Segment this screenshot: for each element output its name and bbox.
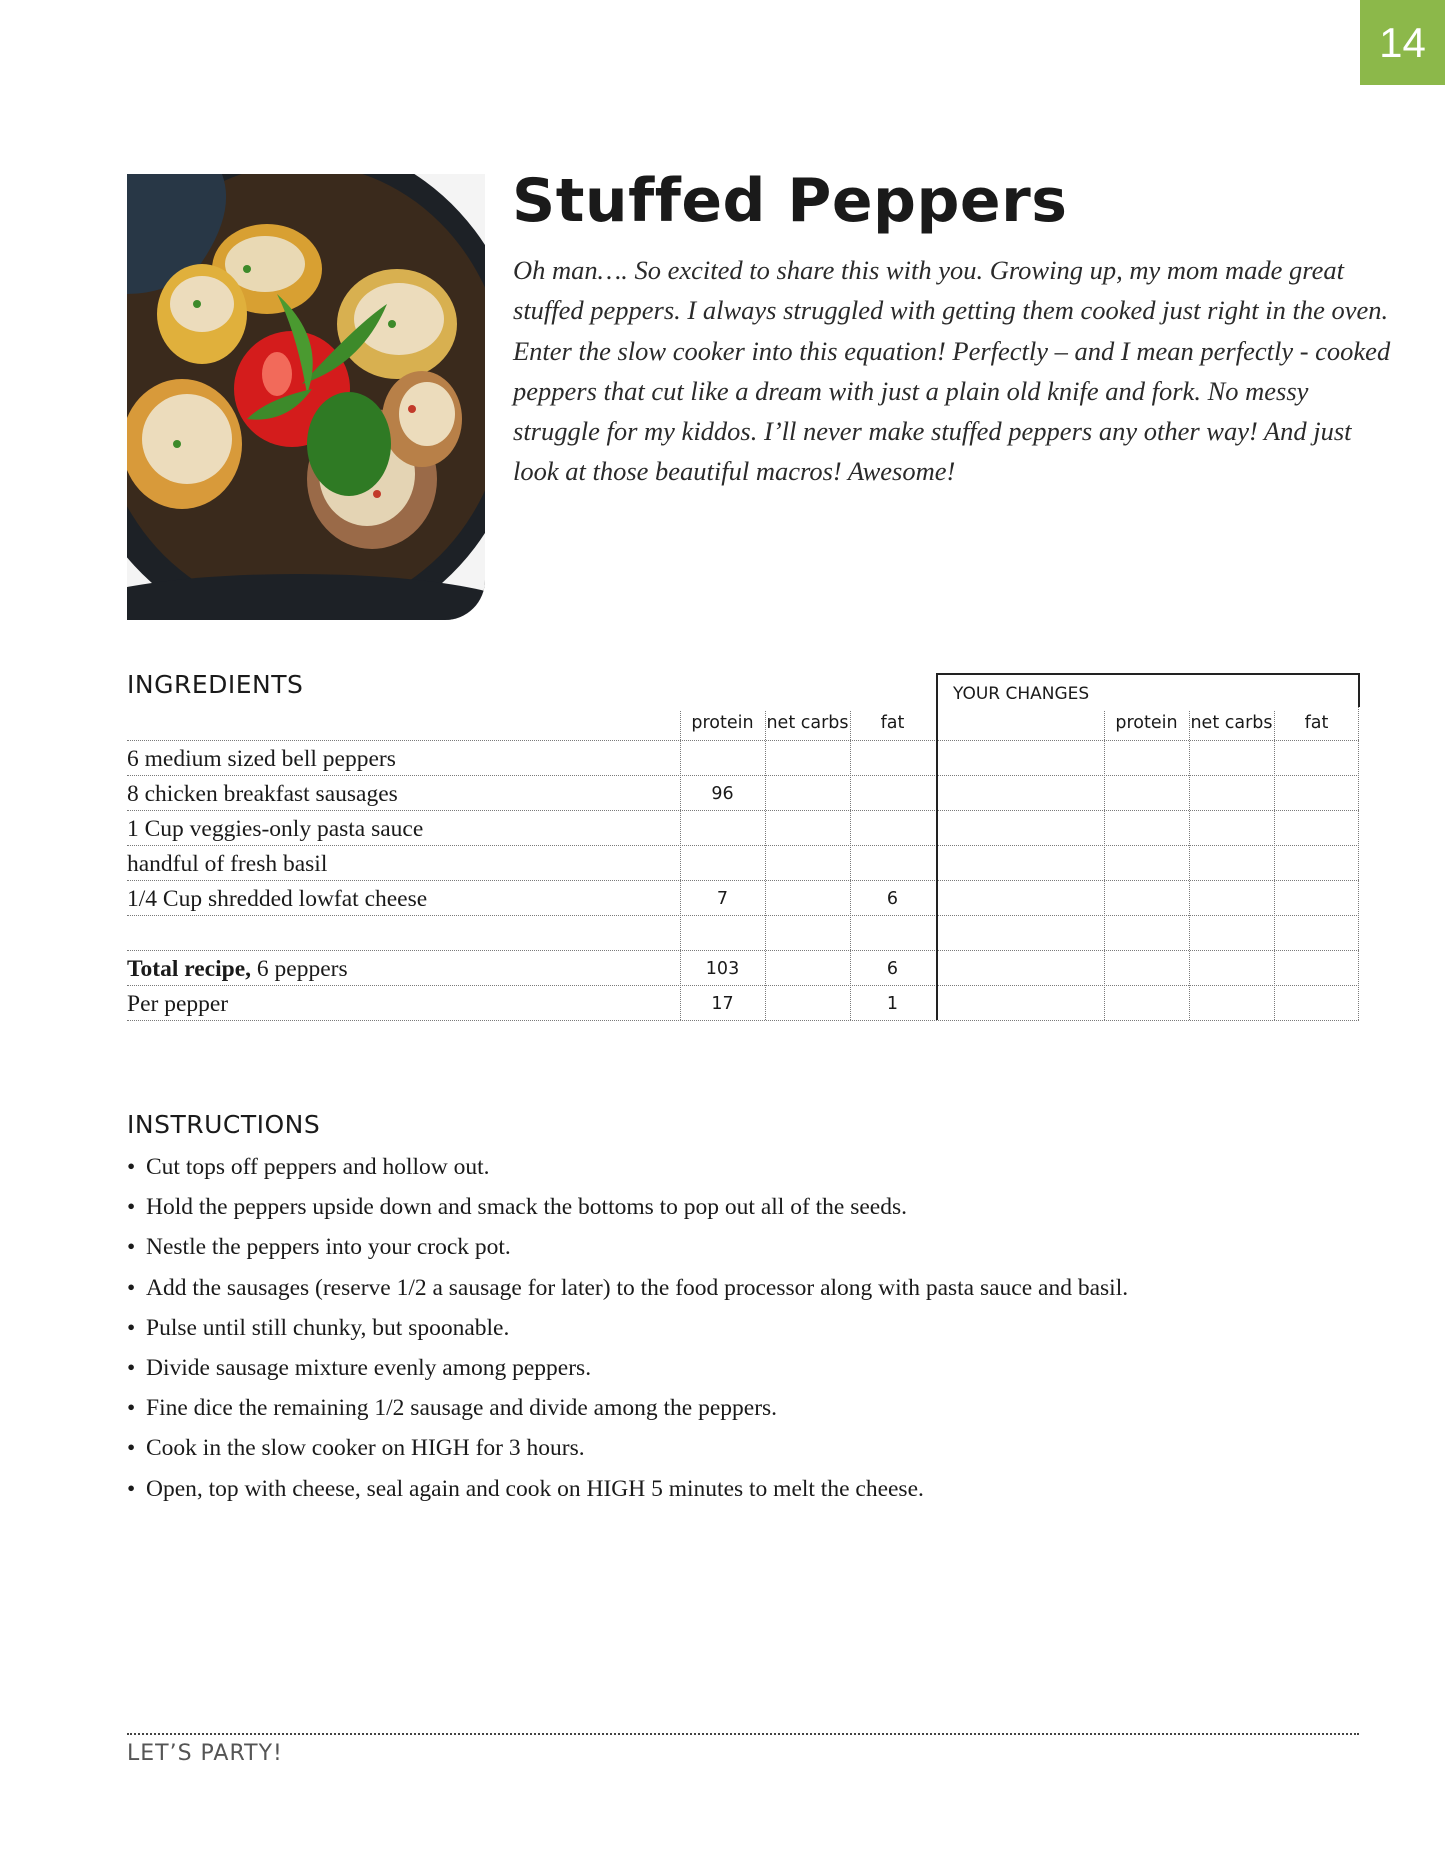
net-carbs-cell bbox=[765, 882, 850, 917]
ingredient-row-label: 8 chicken breakfast sausages bbox=[127, 781, 398, 807]
instruction-text: Pulse until still chunky, but spoonable. bbox=[146, 1314, 510, 1341]
fat-cell bbox=[850, 742, 935, 777]
your-changes-label: YOUR CHANGES bbox=[953, 684, 1090, 704]
ingredient-row-label: 6 medium sized bell peppers bbox=[127, 746, 396, 772]
net-carbs-column-header: net carbs bbox=[766, 713, 849, 733]
page-number-badge: 14 bbox=[1360, 0, 1445, 85]
bullet-icon: • bbox=[127, 1314, 136, 1341]
bullet-icon: • bbox=[127, 1395, 136, 1422]
ingredients-table bbox=[127, 671, 1359, 1025]
bullet-icon: • bbox=[127, 1274, 136, 1301]
instruction-text: Hold the peppers upside down and smack the bottoms to pop out all of the seeds. bbox=[146, 1194, 908, 1221]
protein-cell bbox=[680, 742, 765, 777]
ingredient-row-label: 1 Cup veggies-only pasta sauce bbox=[127, 816, 424, 842]
instruction-text: Cut tops off peppers and hollow out. bbox=[146, 1154, 490, 1180]
changes-fat-column-header: fat bbox=[1304, 713, 1329, 733]
instruction-step bbox=[127, 1428, 1327, 1468]
fat-cell: 6 bbox=[886, 889, 899, 909]
bullet-icon: • bbox=[127, 1435, 136, 1462]
per-net-carbs-cell bbox=[765, 987, 850, 1022]
total-recipe-label bbox=[127, 952, 348, 987]
recipe-intro: Oh man…. So excited to share this with you. Growing up, my mom made great stuffed peppers. I always struggled with getting them cooked just right in the oven. Enter the slow cooker into this equation! Perfectly – and I mean perfectly - cooked peppers that cut like a dream with just a plain old knife and fork. No messy struggle for my kiddos. I’ll never make stuffed peppers any other way! And just look at those beautiful macros! Awesome! bbox=[513, 255, 1391, 487]
protein-cell bbox=[680, 812, 765, 847]
ingredients-heading: INGREDIENTS bbox=[127, 670, 304, 699]
per-protein-cell: 17 bbox=[711, 994, 734, 1014]
total-protein-cell: 103 bbox=[705, 959, 740, 979]
instruction-step bbox=[127, 1268, 1327, 1308]
net-carbs-cell bbox=[765, 742, 850, 777]
stuffed-peppers-photo bbox=[127, 174, 485, 620]
instruction-text: Nestle the peppers into your crock pot. bbox=[146, 1234, 511, 1261]
instructions-heading: INSTRUCTIONS bbox=[127, 1110, 321, 1139]
total-net-carbs-cell bbox=[765, 952, 850, 987]
fat-cell bbox=[850, 812, 935, 847]
footer-divider bbox=[127, 1733, 1359, 1735]
ingredient-row-label: 1/4 Cup shredded lowfat cheese bbox=[127, 886, 428, 912]
bullet-icon: • bbox=[127, 1154, 136, 1180]
instruction-step bbox=[127, 1187, 1327, 1227]
instruction-text: Divide sausage mixture evenly among peppers. bbox=[146, 1354, 592, 1381]
total-fat-cell: 6 bbox=[886, 959, 899, 979]
instructions-list bbox=[127, 1147, 1327, 1509]
net-carbs-cell bbox=[765, 812, 850, 847]
protein-cell bbox=[680, 847, 765, 882]
fat-cell bbox=[850, 777, 935, 812]
bullet-icon: • bbox=[127, 1194, 136, 1221]
instruction-step bbox=[127, 1147, 1327, 1187]
instruction-step bbox=[127, 1227, 1327, 1267]
instruction-step bbox=[127, 1348, 1327, 1388]
total-recipe-label-bold: Total recipe, bbox=[127, 956, 252, 982]
fat-column-header: fat bbox=[880, 713, 905, 733]
bullet-icon: • bbox=[127, 1234, 136, 1261]
footer-section-title: LET’S PARTY! bbox=[127, 1741, 283, 1766]
instruction-step bbox=[127, 1469, 1327, 1509]
per-fat-cell: 1 bbox=[886, 994, 899, 1014]
bullet-icon: • bbox=[127, 1475, 136, 1502]
instruction-text: Open, top with cheese, seal again and cook on HIGH 5 minutes to melt the cheese. bbox=[146, 1475, 924, 1502]
recipe-title: Stuffed Peppers bbox=[512, 166, 1068, 236]
net-carbs-cell bbox=[765, 847, 850, 882]
instruction-text: Fine dice the remaining 1/2 sausage and divide among the peppers. bbox=[146, 1395, 778, 1422]
changes-protein-column-header: protein bbox=[1115, 713, 1178, 733]
protein-column-header: protein bbox=[691, 713, 754, 733]
total-recipe-label-rest: 6 peppers bbox=[251, 956, 348, 982]
protein-cell: 96 bbox=[711, 784, 734, 804]
instruction-text: Add the sausages (reserve 1/2 a sausage for later) to the food processor along with pasta sauce and basil. bbox=[146, 1274, 1129, 1301]
instruction-step bbox=[127, 1388, 1327, 1428]
fat-cell bbox=[850, 847, 935, 882]
per-pepper-label: Per pepper bbox=[127, 991, 229, 1017]
ingredient-row-label: handful of fresh basil bbox=[127, 851, 328, 877]
instruction-step bbox=[127, 1308, 1327, 1348]
net-carbs-cell bbox=[765, 777, 850, 812]
bullet-icon: • bbox=[127, 1354, 136, 1381]
protein-cell: 7 bbox=[716, 889, 729, 909]
changes-net-carbs-column-header: net carbs bbox=[1190, 713, 1273, 733]
instruction-text: Cook in the slow cooker on HIGH for 3 hours. bbox=[146, 1435, 585, 1462]
